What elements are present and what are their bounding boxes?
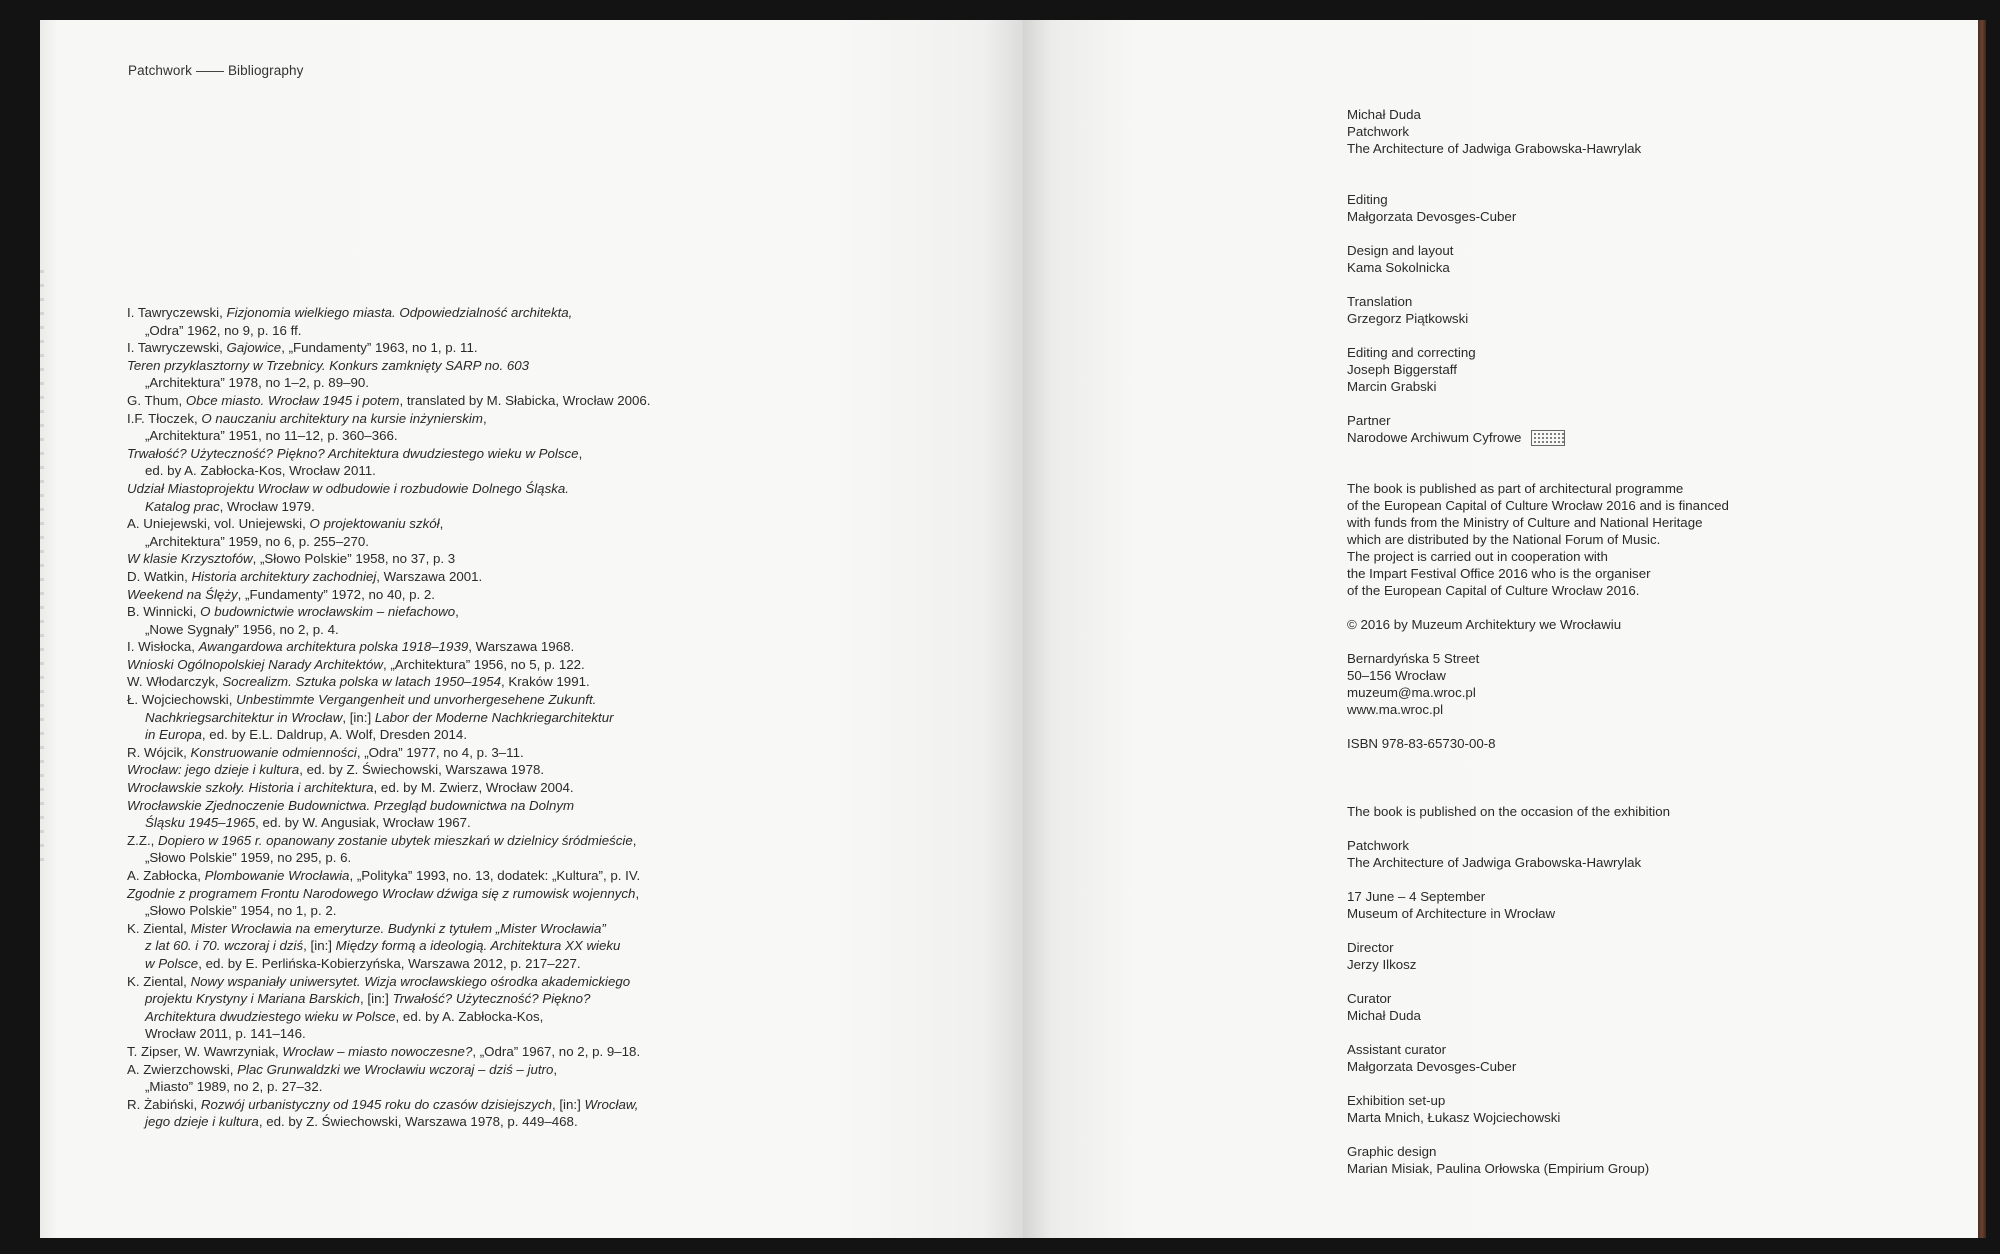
credits-block (1347, 344, 1847, 395)
credits-block-line: Małgorzata Devosges-Cuber (1347, 209, 1517, 224)
bibliography-line: R. Wójcik, Konstruowanie odmienności, „Odra” 1977, no 4, p. 3–11. (127, 744, 524, 760)
bibliography-line: Z.Z., Dopiero w 1965 r. opanowany zostanie ubytek mieszkań w dzielnicy śródmieście, (127, 832, 637, 848)
bibliography-line: „Architektura” 1951, no 11–12, p. 360–366. (145, 428, 398, 444)
bibliography-line: „Nowe Sygnały” 1956, no 2, p. 4. (145, 621, 339, 637)
exhibition-credits-line: Director (1347, 940, 1394, 955)
bibliography-line: projektu Krystyny i Mariana Barskich, [in:] Trwałość? Użyteczność? Piękno? (145, 991, 591, 1007)
address-line: Bernardyńska 5 Street (1347, 651, 1480, 666)
bibliography-entry (127, 832, 827, 867)
partner-row (1347, 429, 1847, 446)
bibliography-line: Wrocławskie Zjednoczenie Budownictwa. Przegląd budownictwa na Dolnym (127, 797, 575, 813)
colophon (1347, 106, 1847, 1194)
exhibition-credits (1347, 1041, 1847, 1075)
bibliography-line: R. Żabiński, Rozwój urbanistyczny od 1945 roku do czasów dzisiejszych, [in:] Wrocław, (127, 1096, 639, 1112)
page-edge-marks (40, 270, 44, 870)
exhibition-credits-line: Exhibition set-up (1347, 1093, 1446, 1108)
credits-block (1347, 106, 1847, 157)
exhibition-credits-line: Assistant curator (1347, 1042, 1447, 1057)
programme-note-line: with funds from the Ministry of Culture and National Heritage (1347, 515, 1703, 530)
bibliography-line: Trwałość? Użyteczność? Piękno? Architektura dwudziestego wieku w Polsce, (127, 445, 583, 461)
exhibition-credits (1347, 1143, 1847, 1177)
programme-note-line (1347, 463, 1847, 480)
bibliography-line: I. Tawryczewski, Fizjonomia wielkiego miasta. Odpowiedzialność architekta, (127, 305, 573, 320)
bibliography-line: A. Zabłocka, Plombowanie Wrocławia, „Polityka” 1993, no. 13, dodatek: „Kultura”, p. IV. (127, 868, 641, 883)
exhibition-credits-line: Małgorzata Devosges-Cuber (1347, 1059, 1517, 1074)
bibliography-entry (127, 357, 827, 392)
bibliography-line: G. Thum, Obce miasto. Wrocław 1945 i potem, translated by M. Słabicka, Wrocław 2006. (127, 392, 651, 408)
bibliography-line: A. Uniejewski, vol. Uniejewski, O projektowaniu szkół, (127, 516, 444, 532)
bibliography-entry (127, 1043, 827, 1061)
copyright (1347, 616, 1847, 633)
bibliography-line: Weekend na Ślęży, „Fundamenty” 1972, no 40, p. 2. (127, 586, 435, 602)
exhibition-credits (1347, 888, 1847, 922)
exhibition-credits-line (1347, 786, 1847, 803)
bibliography-entry (127, 603, 827, 638)
bibliography-line: I. Wisłocka, Awangardowa architektura polska 1918–1939, Warszawa 1968. (127, 639, 575, 655)
bibliography-entry (127, 673, 827, 691)
credits-block-line: Marcin Grabski (1347, 379, 1437, 394)
programme-note-line: of the European Capital of Culture Wrocław 2016. (1347, 583, 1640, 598)
address-line: 50–156 Wrocław (1347, 668, 1446, 683)
left-page (40, 20, 1023, 1238)
address-line: www.ma.wroc.pl (1347, 702, 1444, 717)
isbn (1347, 735, 1847, 752)
bibliography-line: Wrocław 2011, p. 141–146. (145, 1026, 306, 1042)
exhibition-credits-line: 17 June – 4 September (1347, 889, 1486, 904)
bibliography-line: Wnioski Ogólnopolskiej Narady Architektów, „Architektura” 1956, no 5, p. 122. (127, 656, 585, 672)
bibliography-line: Śląsku 1945–1965, ed. by W. Angusiak, Wrocław 1967. (145, 815, 471, 831)
partner-logo-icon (1531, 430, 1565, 446)
programme-note-line: which are distributed by the National Forum of Music. (1347, 532, 1661, 547)
bibliography-entry (127, 638, 827, 656)
running-head-section: Bibliography (227, 63, 304, 78)
exhibition-credits-line: Michał Duda (1347, 1008, 1421, 1023)
bibliography-entry (127, 410, 827, 445)
exhibition-credits-line: Museum of Architecture in Wrocław (1347, 906, 1556, 921)
exhibition-credits-line: Jerzy Ilkosz (1347, 957, 1417, 972)
bibliography-entry (127, 885, 827, 920)
bibliography-line: „Miasto” 1989, no 2, p. 27–32. (145, 1079, 323, 1095)
programme-note-line: The project is carried out in cooperation with (1347, 549, 1608, 564)
credits-block (1347, 174, 1847, 225)
bibliography-line: Architektura dwudziestego wieku w Polsce, ed. by A. Zabłocka-Kos, (145, 1008, 544, 1024)
running-head-title: Patchwork (128, 63, 192, 78)
credits-block-line: Grzegorz Piątkowski (1347, 311, 1469, 326)
bibliography-entry (127, 973, 827, 1043)
bibliography-line: Katalog prac, Wrocław 1979. (145, 498, 315, 514)
bibliography-line: K. Ziental, Nowy wspaniały uniwersytet. Wizja wrocławskiego ośrodka akademickiego (127, 973, 631, 989)
bibliography-line: z lat 60. i 70. wczoraj i dziś, [in:] Między formą a ideologią. Architektura XX wieku (145, 938, 621, 954)
credits-block-line (1347, 174, 1847, 191)
partner-block (1347, 412, 1847, 446)
bibliography-line: D. Watkin, Historia architektury zachodniej, Warszawa 2001. (127, 568, 483, 584)
right-page (1023, 20, 1978, 1238)
exhibition-credits (1347, 837, 1847, 871)
credits-block (1347, 293, 1847, 327)
bibliography-line: „Odra” 1962, no 9, p. 16 ff. (145, 322, 302, 338)
exhibition-credits (1347, 1092, 1847, 1126)
bibliography-line: T. Zipser, W. Wawrzyniak, Wrocław – miasto nowoczesne?, „Odra” 1967, no 2, p. 9–18. (127, 1043, 641, 1059)
exhibition-credits-line: The Architecture of Jadwiga Grabowska-Hawrylak (1347, 855, 1642, 870)
partner-name: Narodowe Archiwum Cyfrowe (1347, 430, 1522, 445)
bibliography-line: jego dzieje i kultura, ed. by Z. Świechowski, Warszawa 1978, p. 449–468. (145, 1114, 578, 1130)
programme-note-line: the Impart Festival Office 2016 who is the organiser (1347, 566, 1651, 581)
bibliography-entry (127, 691, 827, 744)
bibliography-line: Wrocławskie szkoły. Historia i architektura, ed. by M. Zwierz, Wrocław 2004. (127, 780, 574, 796)
exhibition-credits-line: Curator (1347, 991, 1392, 1006)
bibliography-line: K. Ziental, Mister Wrocławia na emeryturze. Budynki z tytułem „Mister Wrocławia” (127, 920, 606, 936)
bibliography-entry (127, 1096, 827, 1131)
bibliography-line: „Słowo Polskie” 1959, no 295, p. 6. (145, 850, 352, 866)
bibliography-line: Teren przyklasztorny w Trzebnicy. Konkurs zamknięty SARP no. 603 (127, 357, 530, 373)
bibliography-entry (127, 797, 827, 832)
bibliography-entry (127, 586, 827, 604)
exhibition-credits-line: The book is published on the occasion of the exhibition (1347, 804, 1671, 819)
bibliography-entry (127, 480, 827, 515)
bibliography-entry (127, 779, 827, 797)
bibliography-entry (127, 920, 827, 973)
bibliography-entry (127, 339, 827, 357)
credits-block-line: Design and layout (1347, 243, 1454, 258)
bibliography-line: w Polsce, ed. by E. Perlińska-Kobierzyńska, Warszawa 2012, p. 217–227. (145, 955, 581, 971)
bibliography-line: B. Winnicki, O budownictwie wrocławskim – niefachowo, (127, 604, 459, 620)
exhibition-credits-line: Graphic design (1347, 1144, 1437, 1159)
bibliography-entry (127, 304, 827, 339)
exhibition-credits-line: Patchwork (1347, 838, 1410, 853)
exhibition-credits (1347, 769, 1847, 820)
bibliography-entry (127, 392, 827, 410)
exhibition-credits-line: Marta Mnich, Łukasz Wojciechowski (1347, 1110, 1561, 1125)
exhibition-credits (1347, 990, 1847, 1024)
bibliography-entry (127, 1061, 827, 1096)
bibliography-line: I.F. Tłoczek, O nauczaniu architektury na kursie inżynierskim, (127, 410, 487, 426)
programme-note-line: The book is published as part of architectural programme (1347, 481, 1684, 496)
bibliography-line: Zgodnie z programem Frontu Narodowego Wrocław dźwiga się z rumowisk wojennych, (127, 885, 640, 901)
partner-label: Partner (1347, 413, 1391, 428)
bibliography-entry (127, 445, 827, 480)
copyright-line: © 2016 by Muzeum Architektury we Wrocławiu (1347, 617, 1622, 632)
bibliography-entry (127, 515, 827, 550)
bibliography-line: in Europa, ed. by E.L. Daldrup, A. Wolf, Dresden 2014. (145, 727, 468, 743)
bibliography-entry (127, 867, 827, 885)
credits-block-line: Joseph Biggerstaff (1347, 362, 1457, 377)
bibliography-entry (127, 744, 827, 762)
bibliography-line: ed. by A. Zabłocka-Kos, Wrocław 2011. (145, 463, 376, 479)
address-line: muzeum@ma.wroc.pl (1347, 685, 1476, 700)
bibliography-line: „Słowo Polskie” 1954, no 1, p. 2. (145, 903, 337, 919)
bibliography-line: Wrocław: jego dzieje i kultura, ed. by Z. Świechowski, Warszawa 1978. (127, 762, 545, 778)
bibliography-line: A. Zwierzchowski, Plac Grunwaldzki we Wrocławiu wczoraj – dziś – jutro, (127, 1061, 558, 1077)
credits-block-line: Michał Duda (1347, 107, 1421, 122)
exhibition-credits (1347, 939, 1847, 973)
isbn-line: ISBN 978-83-65730-00-8 (1347, 736, 1496, 751)
credits-block-line: Editing (1347, 192, 1388, 207)
bibliography-entry (127, 568, 827, 586)
bibliography-list (127, 304, 827, 1131)
bibliography-line: Nachkriegsarchitektur in Wrocław, [in:] Labor der Moderne Nachkriegarchitektur (145, 709, 614, 725)
programme-note (1347, 463, 1847, 599)
programme-note-line: of the European Capital of Culture Wrocław 2016 and is financed (1347, 498, 1729, 513)
bibliography-line: „Architektura” 1978, no 1–2, p. 89–90. (145, 375, 369, 391)
bibliography-entry (127, 656, 827, 674)
book-cover-edge (1978, 20, 1986, 1238)
bibliography-line: Udział Miastoprojektu Wrocław w odbudowie i rozbudowie Dolnego Śląska. (127, 480, 569, 496)
credits-block (1347, 242, 1847, 276)
bibliography-line: W. Włodarczyk, Socrealizm. Sztuka polska w latach 1950–1954, Kraków 1991. (127, 674, 590, 690)
credits-block-line: Kama Sokolnicka (1347, 260, 1450, 275)
credits-block-line: Editing and correcting (1347, 345, 1476, 360)
bibliography-line: „Architektura” 1959, no 6, p. 255–270. (145, 533, 369, 549)
running-head-rule (196, 71, 224, 72)
credits-block-line: Patchwork (1347, 124, 1410, 139)
exhibition-credits-line (1347, 769, 1847, 786)
bibliography-line: I. Tawryczewski, Gajowice, „Fundamenty” 1963, no 1, p. 11. (127, 340, 478, 356)
bibliography-line: W klasie Krzysztofów, „Słowo Polskie” 1958, no 37, p. 3 (127, 551, 456, 567)
running-head (128, 63, 303, 78)
credits-block-line: The Architecture of Jadwiga Grabowska-Hawrylak (1347, 141, 1642, 156)
bibliography-entry (127, 761, 827, 779)
exhibition-credits-line: Marian Misiak, Paulina Orłowska (Empirium Group) (1347, 1161, 1650, 1176)
bibliography-entry (127, 550, 827, 568)
credits-block-line: Translation (1347, 294, 1413, 309)
bibliography-line: Ł. Wojciechowski, Unbestimmte Vergangenheit und unvorhergesehene Zukunft. (127, 692, 597, 708)
address (1347, 650, 1847, 718)
